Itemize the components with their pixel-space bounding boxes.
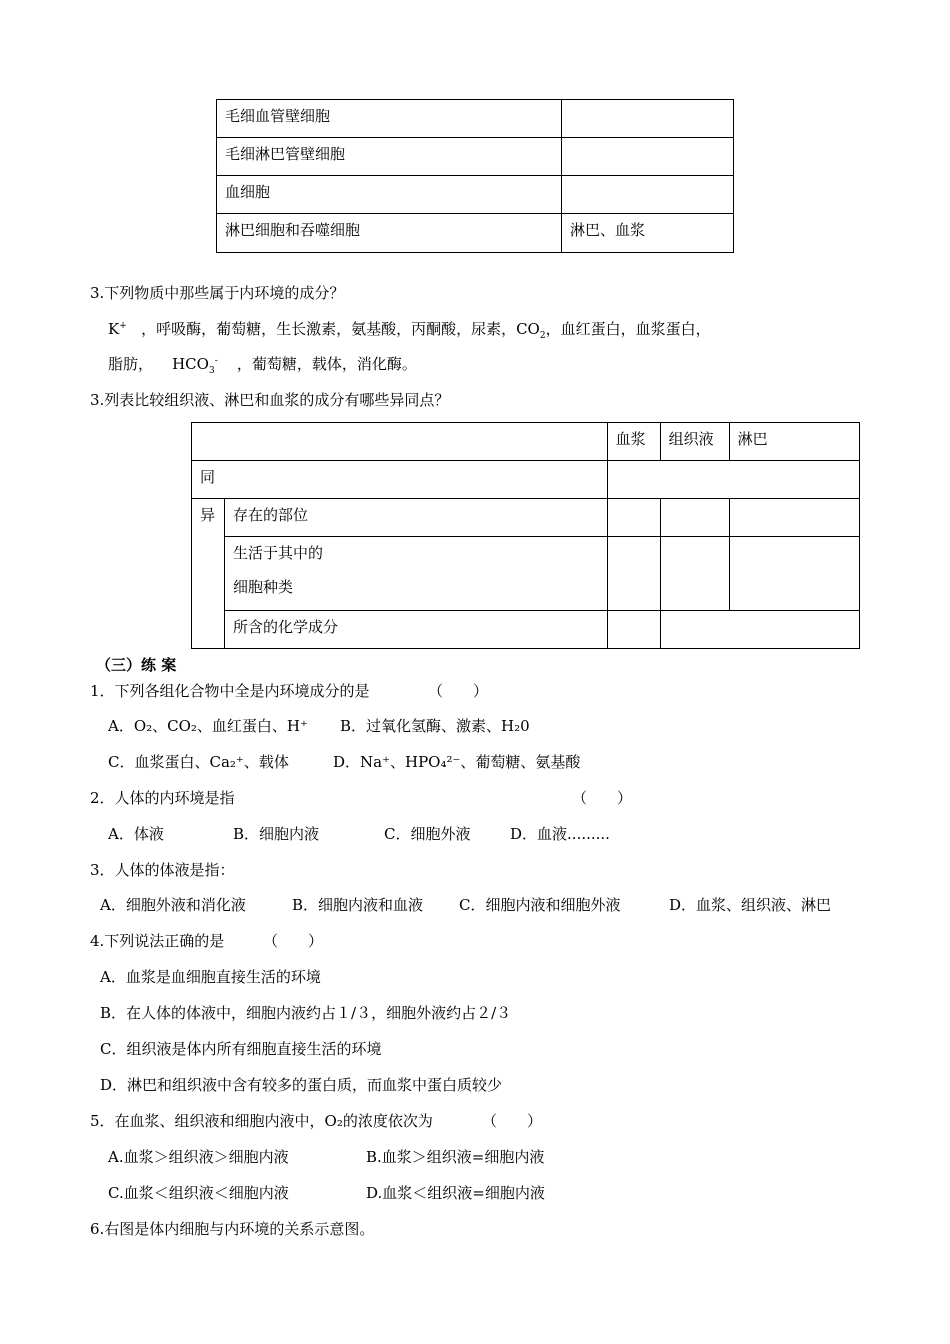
text-run: 脂肪， xyxy=(108,355,154,373)
question-5-paren: （ ） xyxy=(482,1112,543,1130)
text-run: ，呼吸酶，葡萄糖，生长激素，氨基酸，丙酮酸，尿素，CO xyxy=(141,320,540,338)
table-cell xyxy=(729,537,859,611)
question-3-option-d: D．血浆、组织液、淋巴 xyxy=(669,896,832,914)
text-run: ，葡萄糖，载体，消化酶。 xyxy=(236,355,417,373)
question-2-stem: 2．人体的内环境是指 xyxy=(90,789,235,807)
question-2-option-c: C．细胞外液 xyxy=(384,825,471,843)
table-cell xyxy=(562,138,734,176)
question-4-paren: （ ） xyxy=(263,932,324,950)
row-chem-label: 所含的化学成分 xyxy=(225,611,608,649)
text-run: ，血红蛋白，血浆蛋白， xyxy=(545,320,711,338)
table-cell: 毛细血管壁细胞 xyxy=(217,100,562,138)
question-1-option-d: D．Na⁺、HPO₄²⁻、葡萄糖、氨基酸 xyxy=(333,753,581,771)
superscript: + xyxy=(119,321,127,331)
header-plasma: 血浆 xyxy=(607,423,660,461)
question-4-option-d: D．淋巴和组织液中含有较多的蛋白质，而血浆中蛋白质较少 xyxy=(100,1076,503,1094)
table-cell: 血细胞 xyxy=(217,176,562,214)
table-cell xyxy=(729,499,859,537)
question-3b-title: 3.列表比较组织液、淋巴和血浆的成分有哪些异同点？ xyxy=(90,391,450,409)
subscript: 2 xyxy=(539,331,546,341)
bicarbonate-text: HCO xyxy=(172,355,209,373)
table-cell xyxy=(660,537,729,611)
table-cell xyxy=(660,611,859,649)
table-corner-cell xyxy=(192,423,608,461)
table-cell xyxy=(607,499,660,537)
question-2-option-b: B．细胞内液 xyxy=(233,825,320,843)
row-cells-label xyxy=(225,537,608,611)
question-2-option-a: A．体液 xyxy=(108,825,164,843)
table-cell xyxy=(607,461,859,499)
question-5-option-b: B.血浆＞组织液=细胞内液 xyxy=(366,1148,545,1166)
subscript: 3 xyxy=(208,366,215,376)
question-3-option-b: B．细胞内液和血液 xyxy=(292,896,424,914)
superscript: - xyxy=(214,356,218,366)
question-4-option-a: A．血浆是血细胞直接生活的环境 xyxy=(100,968,321,986)
question-2-option-d: D．血液......... xyxy=(510,825,610,843)
question-3a-line1 xyxy=(108,318,711,341)
cell-environment-table xyxy=(216,99,734,253)
question-3-option-c: C．细胞内液和细胞外液 xyxy=(459,896,621,914)
question-6-stem: 6.右图是体内细胞与内环境的关系示意图。 xyxy=(90,1220,375,1238)
fluid-compare-table xyxy=(191,422,860,649)
question-2-paren: （ ） xyxy=(572,789,633,807)
question-5-option-d: D.血浆＜组织液=细胞内液 xyxy=(366,1184,545,1202)
table-cell: 淋巴细胞和吞噬细胞 xyxy=(217,214,562,253)
row-same-label: 同 xyxy=(192,461,608,499)
table-cell xyxy=(660,499,729,537)
section-prefix: （三） xyxy=(96,656,142,674)
table-cell xyxy=(607,611,660,649)
header-tissue: 组织液 xyxy=(660,423,729,461)
question-5-stem: 5．在血浆、组织液和细胞内液中，O₂的浓度依次为 xyxy=(90,1112,433,1130)
question-1-option-c: C．血浆蛋白、Ca₂⁺、载体 xyxy=(108,753,289,771)
question-3-stem: 3．人体的体液是指： xyxy=(90,861,235,879)
question-4-option-b: B．在人体的体液中，细胞内液约占１/３，细胞外液约占２/３ xyxy=(100,1004,512,1022)
question-5-option-a: A.血浆＞组织液＞细胞内液 xyxy=(108,1148,289,1166)
table-cell xyxy=(562,176,734,214)
row-diff-label: 异 xyxy=(192,499,225,649)
table-cell: 淋巴、血浆 xyxy=(562,214,734,253)
question-4-option-c: C．组织液是体内所有细胞直接生活的环境 xyxy=(100,1040,382,1058)
question-3-option-a: A．细胞外液和消化液 xyxy=(100,896,246,914)
row-cells-label-line1: 生活于其中的 xyxy=(233,544,324,562)
question-1-option-b: B．过氧化氢酶、激素、H₂0 xyxy=(340,717,530,735)
potassium-text: K xyxy=(108,320,120,338)
section-title: 练 案 xyxy=(141,656,177,674)
section-header xyxy=(96,654,176,675)
table-cell: 毛细淋巴管壁细胞 xyxy=(217,138,562,176)
question-3a-title: 3.下列物质中那些属于内环境的成分？ xyxy=(90,284,345,302)
question-1-paren: （ ） xyxy=(428,682,489,700)
row-location-label: 存在的部位 xyxy=(225,499,608,537)
question-1-stem: 1．下列各组化合物中全是内环境成分的是 xyxy=(90,682,370,700)
header-lymph: 淋巴 xyxy=(729,423,859,461)
table-cell xyxy=(607,537,660,611)
row-cells-label-line2: 细胞种类 xyxy=(233,578,294,596)
question-1-option-a: A．O₂、CO₂、血红蛋白、H⁺ xyxy=(108,717,308,735)
table-cell xyxy=(562,100,734,138)
question-5-option-c: C.血浆＜组织液＜细胞内液 xyxy=(108,1184,289,1202)
question-4-stem: 4.下列说法正确的是 xyxy=(90,932,225,950)
question-3a-line2 xyxy=(108,353,417,376)
